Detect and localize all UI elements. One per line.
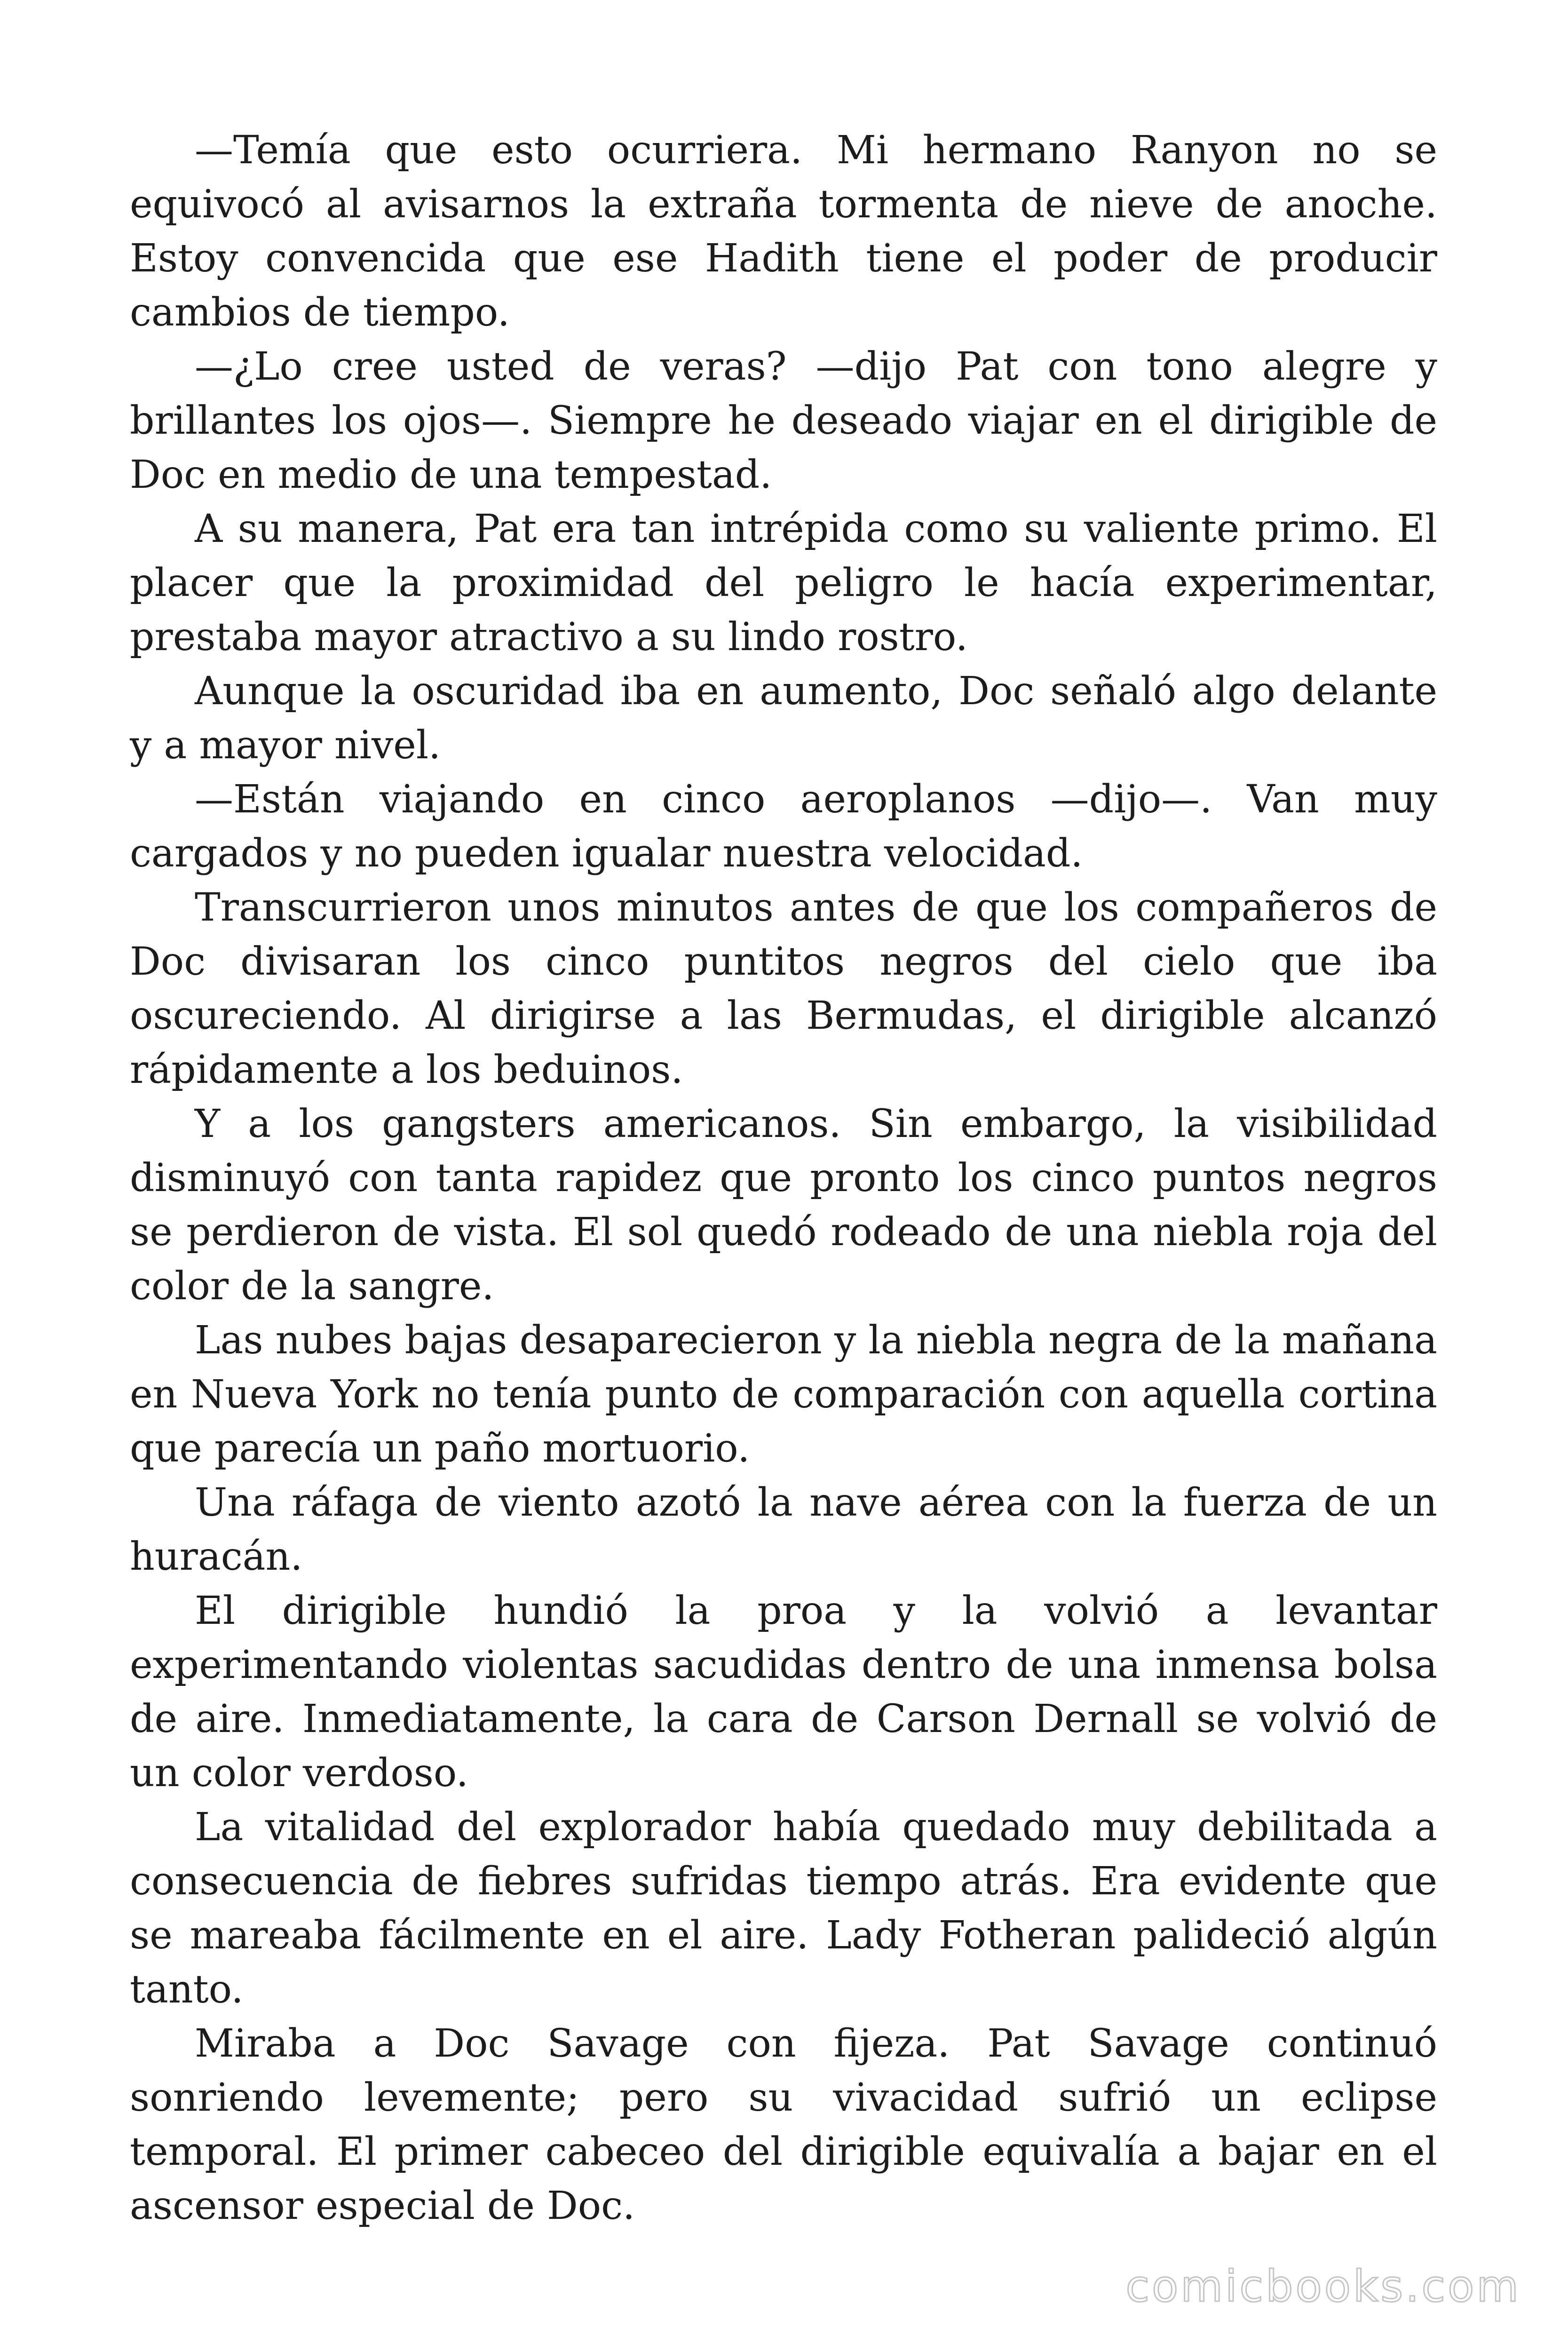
paragraph-1: —Temía que esto ocurriera. Mi hermano Ranyon no se equivocó al avisarnos la extraña tormenta de nieve de anoche. Estoy convencida que ese Hadith tiene el poder de producir cambios de tiempo. xyxy=(130,128,1437,335)
watermark: comicbooks.com xyxy=(1125,2261,1521,2312)
paragraph-7: Y a los gangsters americanos. Sin embargo, la visibilidad disminuyó con tanta rapidez que pronto los cinco puntos negros se perdieron de vista. El sol quedó rodeado de una niebla roja del color de la sangre. xyxy=(130,1102,1437,1309)
paragraph-3: A su manera, Pat era tan intrépida como su valiente primo. El placer que la proximidad del peligro le hacía experimentar, prestaba mayor atractivo a su lindo rostro. xyxy=(130,507,1437,660)
paragraph-11: La vitalidad del explorador había quedado muy debilitada a consecuencia de fiebres sufridas tiempo atrás. Era evidente que se mareaba fácilmente en el aire. Lady Fotheran palideció algún tanto. xyxy=(130,1805,1437,2012)
paragraph-10: El dirigible hundió la proa y la volvió a levantar experimentando violentas sacudidas dentro de una inmensa bolsa de aire. Inmediatamente, la cara de Carson Dernall se volvió de un color verdoso. xyxy=(130,1589,1437,1796)
paragraph-9: Una ráfaga de viento azotó la nave aérea con la fuerza de un huracán. xyxy=(130,1480,1437,1579)
paragraph-12: Miraba a Doc Savage con fijeza. Pat Savage continuó sonriendo levemente; pero su vivacidad sufrió un eclipse temporal. El primer cabeceo del dirigible equivalía a bajar en el ascensor especial de Doc. xyxy=(130,2021,1437,2228)
page-text xyxy=(130,123,1437,2233)
paragraph-5: —Están viajando en cinco aeroplanos —dijo—. Van muy cargados y no pueden igualar nuestra velocidad. xyxy=(130,777,1437,876)
paragraph-8: Las nubes bajas desaparecieron y la niebla negra de la mañana en Nueva York no tenía punto de comparación con aquella cortina que parecía un paño mortuorio. xyxy=(130,1318,1437,1471)
paragraph-4: Aunque la oscuridad iba en aumento, Doc señaló algo delante y a mayor nivel. xyxy=(130,669,1437,768)
paragraph-6: Transcurrieron unos minutos antes de que los compañeros de Doc divisaran los cinco puntitos negros del cielo que iba oscureciendo. Al dirigirse a las Bermudas, el dirigible alcanzó rápidamente a los beduinos. xyxy=(130,885,1437,1092)
paragraph-2: —¿Lo cree usted de veras? —dijo Pat con tono alegre y brillantes los ojos—. Siempre he deseado viajar en el dirigible de Doc en medio de una tempestad. xyxy=(130,344,1437,497)
